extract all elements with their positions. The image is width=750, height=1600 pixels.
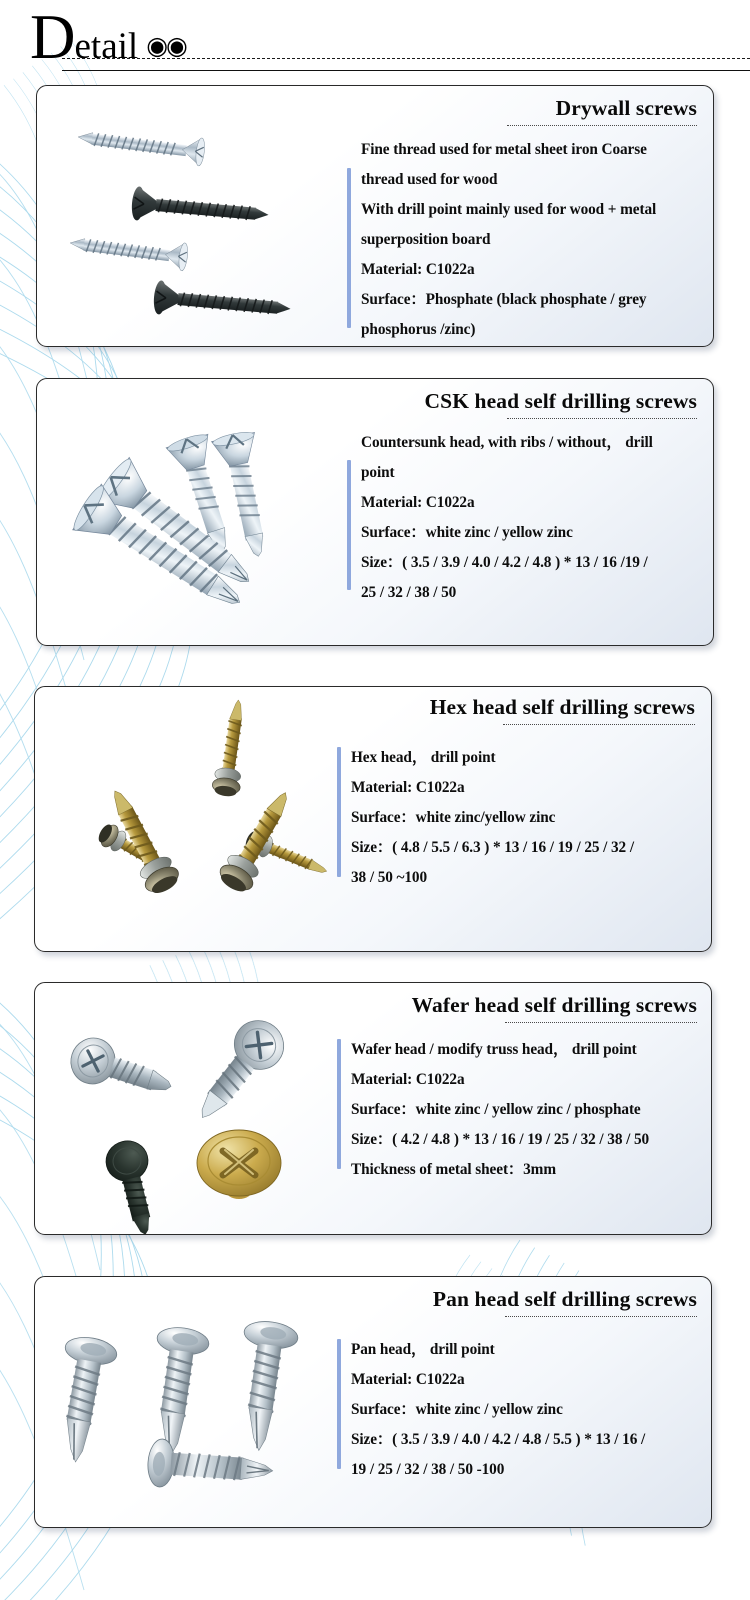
spec-line: 25 / 32 / 38 / 50: [361, 584, 457, 601]
spec-line: Hex head， drill point: [351, 749, 496, 766]
spec-line: thread used for wood: [361, 171, 498, 188]
page-header: [0, 0, 750, 85]
title-underline: [505, 1022, 697, 1023]
accent-bar: [337, 1339, 341, 1469]
spec-line: Material: C1022a: [351, 1071, 465, 1088]
spec-line: Pan head， drill point: [351, 1341, 495, 1358]
card-title: Wafer head self drilling screws: [411, 993, 697, 1017]
product-card-hex-head-self-drilling-screws[interactable]: [34, 686, 712, 952]
card-body-wafer-head-self-drilling-screws: [337, 983, 703, 1234]
card-title: CSK head self drilling screws: [424, 389, 697, 413]
product-image-pan-head-self-drilling-screws: [35, 1277, 355, 1527]
spec-line: point: [361, 464, 395, 481]
spec-line: Size：( 4.8 / 5.5 / 6.3 ) * 13 / 16 / 19 / 25 / 32 /: [351, 839, 634, 856]
spec-line: Material: C1022a: [361, 494, 475, 511]
card-title: Pan head self drilling screws: [432, 1287, 697, 1311]
spec-line: 19 / 25 / 32 / 38 / 50 -100: [351, 1461, 505, 1478]
spec-line: phosphorus /zinc): [361, 321, 476, 338]
accent-bar: [347, 168, 351, 328]
card-body-pan-head-self-drilling-screws: [337, 1277, 703, 1527]
product-image-wafer-head-self-drilling-screws: [35, 983, 355, 1234]
card-title: Drywall screws: [555, 96, 697, 120]
title-underline: [503, 724, 695, 725]
page-title-rest: etail: [74, 26, 139, 67]
product-image-drywall-screws: [37, 86, 357, 346]
card-spec-list: [347, 428, 697, 608]
spec-line: Surface：white zinc / yellow zinc: [361, 524, 573, 541]
spec-line: Material: C1022a: [361, 261, 475, 278]
spec-line: Surface：white zinc / yellow zinc / phosphate: [351, 1101, 641, 1118]
spec-line: superposition board: [361, 231, 491, 248]
spec-line: Thickness of metal sheet：3mm: [351, 1161, 556, 1178]
spec-line: Material: C1022a: [351, 1371, 465, 1388]
card-spec-list: [337, 1335, 697, 1485]
double-circle-icon: ◉◉: [146, 33, 186, 60]
spec-line: 38 / 50 ~100: [351, 869, 428, 886]
spec-line: Size：( 3.5 / 3.9 / 4.0 / 4.2 / 4.8 / 5.5 ) * 13 / 16 /: [351, 1431, 646, 1448]
card-body-csk-head-self-drilling-screws: [347, 379, 705, 645]
spec-line: Surface：white zinc/yellow zinc: [351, 809, 556, 826]
title-underline: [507, 125, 697, 126]
spec-line: Countersunk head, with ribs / without， drill: [361, 434, 653, 451]
spec-line: Surface：Phosphate (black phosphate / grey: [361, 291, 647, 308]
spec-line: Size：( 3.5 / 3.9 / 4.0 / 4.2 / 4.8 ) * 13 / 16 /19 /: [361, 554, 648, 571]
product-image-csk-head-self-drilling-screws: [37, 379, 357, 645]
card-title: Hex head self drilling screws: [429, 695, 695, 719]
card-body-drywall-screws: [347, 86, 705, 346]
title-underline: [507, 418, 697, 419]
page-title-cap: D: [30, 2, 75, 72]
product-card-drywall-screws[interactable]: [36, 85, 714, 347]
spec-line: Fine thread used for metal sheet iron Coarse: [361, 141, 647, 158]
product-card-pan-head-self-drilling-screws[interactable]: [34, 1276, 712, 1528]
spec-line: Material: C1022a: [351, 779, 465, 796]
title-underline: [505, 1316, 697, 1317]
spec-line: Size：( 4.2 / 4.8 ) * 13 / 16 / 19 / 25 / 32 / 38 / 50: [351, 1131, 650, 1148]
header-solid-divider: [62, 70, 750, 71]
product-card-csk-head-self-drilling-screws[interactable]: [36, 378, 714, 646]
accent-bar: [337, 747, 341, 877]
product-card-wafer-head-self-drilling-screws[interactable]: [34, 982, 712, 1235]
card-body-hex-head-self-drilling-screws: [337, 687, 703, 951]
accent-bar: [337, 1039, 341, 1169]
card-spec-list: [337, 1035, 697, 1185]
header-dashed-divider: [62, 58, 750, 59]
product-image-hex-head-self-drilling-screws: [35, 687, 355, 951]
spec-line: Surface：white zinc / yellow zinc: [351, 1401, 563, 1418]
page-title: [30, 2, 186, 72]
accent-bar: [347, 460, 351, 590]
spec-line: With drill point mainly used for wood + metal: [361, 201, 657, 218]
card-spec-list: [337, 743, 695, 893]
card-spec-list: [347, 135, 697, 345]
spec-line: Wafer head / modify truss head， drill point: [351, 1041, 637, 1058]
